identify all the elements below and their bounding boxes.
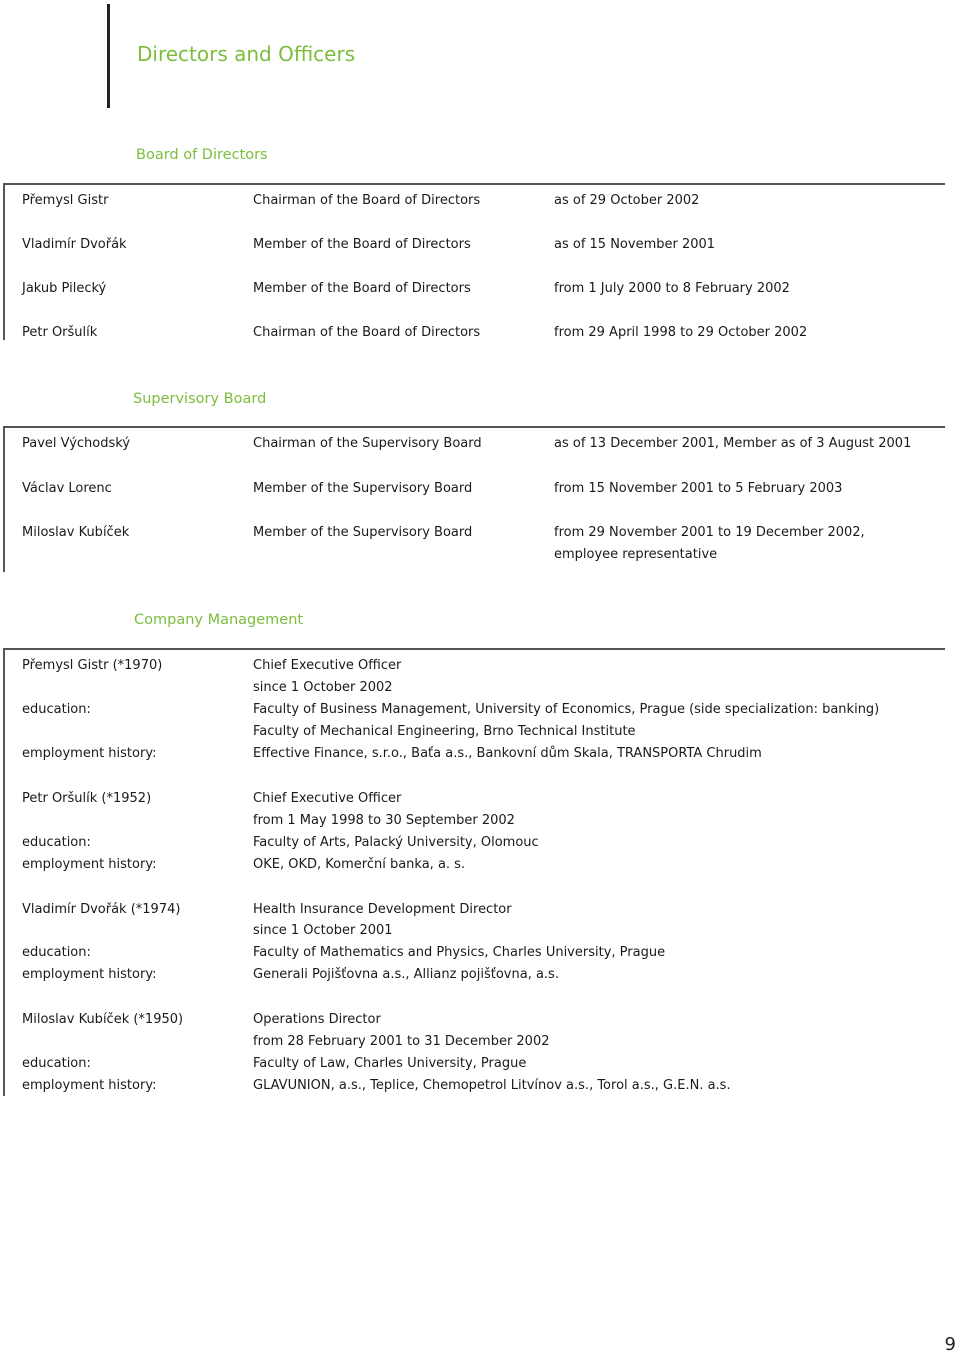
member-role: Chairman of the Board of Directors — [253, 193, 481, 208]
employment-value: GLAVUNION, a.s., Teplice, Chemopetrol Litvínov a.s., Torol a.s., G.E.N. a.s. — [253, 1078, 731, 1093]
person-position: Chief Executive Officer — [253, 658, 402, 673]
page-number: 9 — [944, 1334, 956, 1355]
member-name: Vladimír Dvořák — [22, 237, 127, 252]
member-name: Václav Lorenc — [22, 481, 112, 496]
person-since: from 1 May 1998 to 30 September 2002 — [253, 813, 515, 828]
education-label: education: — [22, 702, 91, 717]
employment-value: Effective Finance, s.r.o., Baťa a.s., Bankovní dům Skala, TRANSPORTA Chrudim — [253, 746, 762, 761]
board-row — [0, 278, 960, 300]
member-name: Miloslav Kubíček — [22, 525, 130, 540]
supervisory-row — [0, 478, 960, 500]
education-value: Faculty of Mechanical Engineering, Brno Technical Institute — [253, 724, 636, 739]
education-label: education: — [22, 1056, 91, 1071]
section-title-supervisory: Supervisory Board — [133, 391, 267, 407]
employment-value: Generali Pojišťovna a.s., Allianz pojišťovna, a.s. — [253, 967, 559, 982]
section-title-board: Board of Directors — [136, 147, 268, 163]
section-rule — [3, 648, 945, 650]
member-name: Petr Oršulík — [22, 325, 98, 340]
member-name: Jakub Pilecký — [22, 281, 107, 296]
section-rule — [3, 426, 945, 428]
member-name: Pavel Východský — [22, 436, 131, 451]
education-label: education: — [22, 945, 91, 960]
member-term: from 29 November 2001 to 19 December 2002, — [554, 525, 865, 540]
person-position: Health Insurance Development Director — [253, 902, 512, 917]
education-value: Faculty of Business Management, University of Economics, Prague (side specialization: banking) — [253, 702, 880, 717]
person-position: Chief Executive Officer — [253, 791, 402, 806]
member-role: Member of the Supervisory Board — [253, 481, 473, 496]
member-role: Chairman of the Board of Directors — [253, 325, 481, 340]
member-role: Member of the Board of Directors — [253, 281, 471, 296]
member-term: as of 29 October 2002 — [554, 193, 700, 208]
board-row — [0, 322, 960, 344]
member-role: Chairman of the Supervisory Board — [253, 436, 482, 451]
member-term-note: employee representative — [554, 547, 718, 562]
section-rule — [3, 183, 945, 185]
board-row — [0, 190, 960, 212]
member-role: Member of the Board of Directors — [253, 237, 471, 252]
education-value: Faculty of Law, Charles University, Prague — [253, 1056, 527, 1071]
member-term: from 1 July 2000 to 8 February 2002 — [554, 281, 790, 296]
supervisory-row — [0, 522, 960, 544]
employment-label: employment history: — [22, 746, 157, 761]
person-since: from 28 February 2001 to 31 December 2002 — [253, 1034, 550, 1049]
member-term: from 15 November 2001 to 5 February 2003 — [554, 481, 843, 496]
employment-label: employment history: — [22, 1078, 157, 1093]
education-value: Faculty of Mathematics and Physics, Charles University, Prague — [253, 945, 666, 960]
member-role: Member of the Supervisory Board — [253, 525, 473, 540]
person-position: Operations Director — [253, 1012, 381, 1027]
supervisory-row — [0, 433, 960, 455]
page-title: Directors and Officers — [137, 42, 356, 66]
header-bar — [107, 4, 110, 108]
member-name: Přemysl Gistr — [22, 193, 109, 208]
person-name: Přemysl Gistr (*1970) — [22, 658, 163, 673]
education-label: education: — [22, 835, 91, 850]
person-name: Miloslav Kubíček (*1950) — [22, 1012, 184, 1027]
person-name: Vladimír Dvořák (*1974) — [22, 902, 181, 917]
board-row — [0, 234, 960, 256]
supervisory-row-continued — [0, 544, 960, 566]
member-term: as of 13 December 2001, Member as of 3 August 2001 — [554, 436, 912, 451]
person-since: since 1 October 2002 — [253, 680, 393, 695]
employment-label: employment history: — [22, 857, 157, 872]
person-name: Petr Oršulík (*1952) — [22, 791, 152, 806]
member-term: from 29 April 1998 to 29 October 2002 — [554, 325, 808, 340]
employment-label: employment history: — [22, 967, 157, 982]
section-title-management: Company Management — [134, 612, 304, 628]
member-term: as of 15 November 2001 — [554, 237, 716, 252]
education-value: Faculty of Arts, Palacký University, Olomouc — [253, 835, 539, 850]
person-since: since 1 October 2001 — [253, 923, 393, 938]
employment-value: OKE, OKD, Komerční banka, a. s. — [253, 857, 466, 872]
